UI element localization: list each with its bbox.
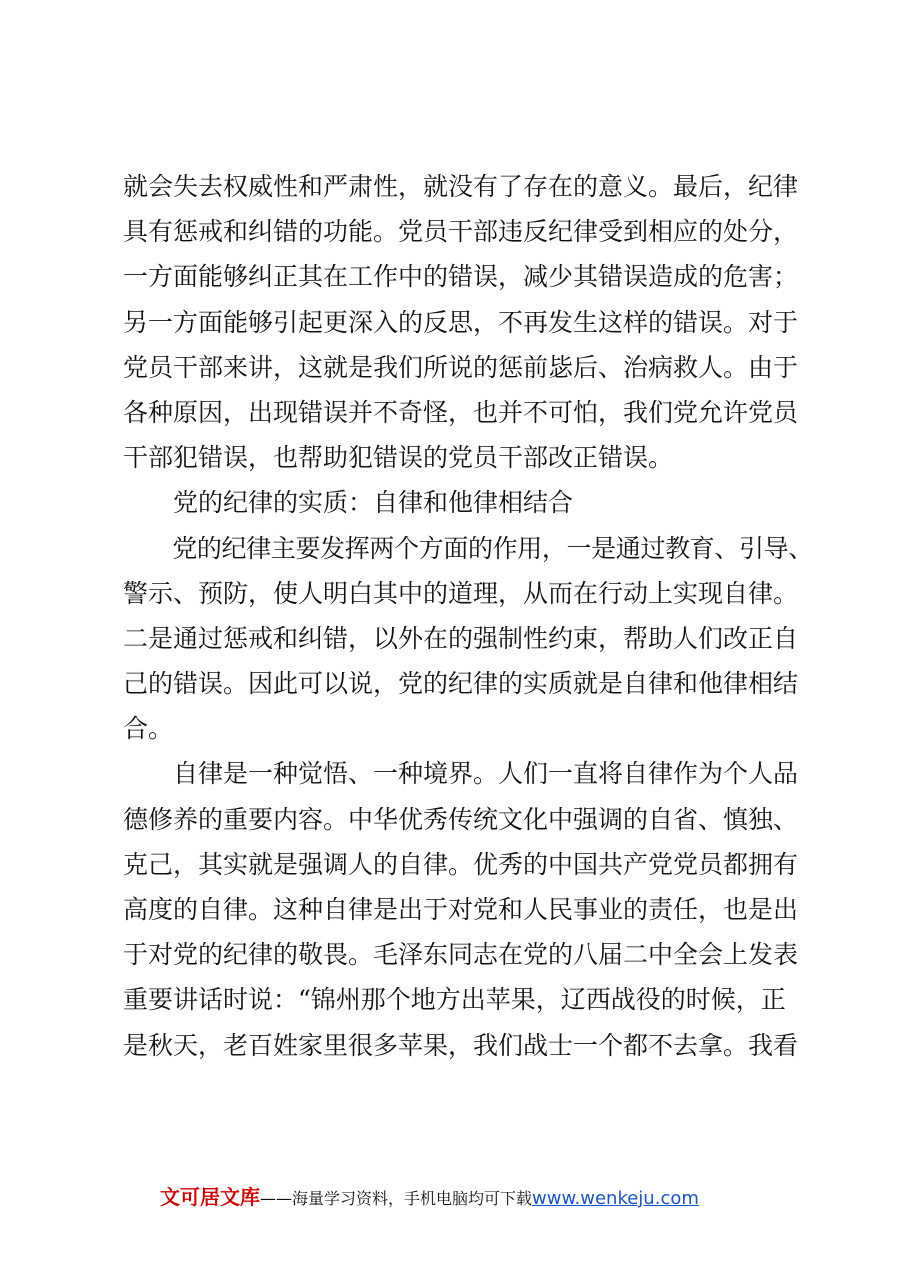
- text-line: 高度的自律。这种自律是出于对党和人民事业的责任，也是出: [123, 895, 799, 924]
- text-line: 克己，其实就是强调人的自律。优秀的中国共产党党员都拥有: [123, 849, 799, 879]
- text-line: 德修养的重要内容。中华优秀传统文化中强调的自省、慎独、: [123, 804, 799, 834]
- text-line: 干部犯错误，也帮助犯错误的党员干部改正错误。: [123, 443, 674, 473]
- text-line: 重要讲话时说：“锦州那个地方出苹果，辽西战役的时候，正: [123, 985, 786, 1015]
- text-line: 各种原因，出现错误并不奇怪，也并不可怕，我们党允许党员: [123, 397, 799, 427]
- text-line: 是秋天，老百姓家里很多苹果，我们战士一个都不去拿。我看: [123, 1030, 799, 1060]
- text-line: 党员干部来讲，这就是我们所说的惩前毖后、治病救人。由于: [123, 352, 799, 382]
- page-footer: [160, 1180, 880, 1214]
- text-line: 就会失去权威性和严肃性，就没有了存在的意义。最后，纪律: [123, 172, 799, 201]
- text-line: 警示、预防，使人明白其中的道理，从而在行动上实现自律。: [123, 578, 799, 608]
- text-line: 己的错误。因此可以说，党的纪律的实质就是自律和他律相结: [123, 669, 799, 699]
- footer-site-link[interactable]: www.wenkeju.com: [532, 1188, 699, 1209]
- text-line: 党的纪律主要发挥两个方面的作用，一是通过教育、引导、: [123, 533, 813, 563]
- footer-tagline: ——海量学习资料，手机电脑均可下载: [260, 1189, 533, 1208]
- text-line: 二是通过惩戒和纠错，以外在的强制性约束，帮助人们改正自: [123, 623, 799, 653]
- text-line: 自律是一种觉悟、一种境界。人们一直将自律作为个人品: [123, 759, 799, 789]
- text-line: 具有惩戒和纠错的功能。党员干部违反纪律受到相应的处分，: [123, 217, 799, 247]
- text-line: 另一方面能够引起更深入的反思，不再发生这样的错误。对于: [123, 307, 799, 337]
- article-body: [123, 164, 813, 1068]
- footer-brand: 文可居文库: [160, 1185, 260, 1209]
- section-heading: 党的纪律的实质：自律和他律相结合: [123, 488, 574, 518]
- text-line: 一方面能够纠正其在工作中的错误，减少其错误造成的危害；: [123, 262, 799, 292]
- text-line: 合。: [123, 714, 174, 744]
- text-line: 于对党的纪律的敬畏。毛泽东同志在党的八届二中全会上发表: [123, 940, 799, 970]
